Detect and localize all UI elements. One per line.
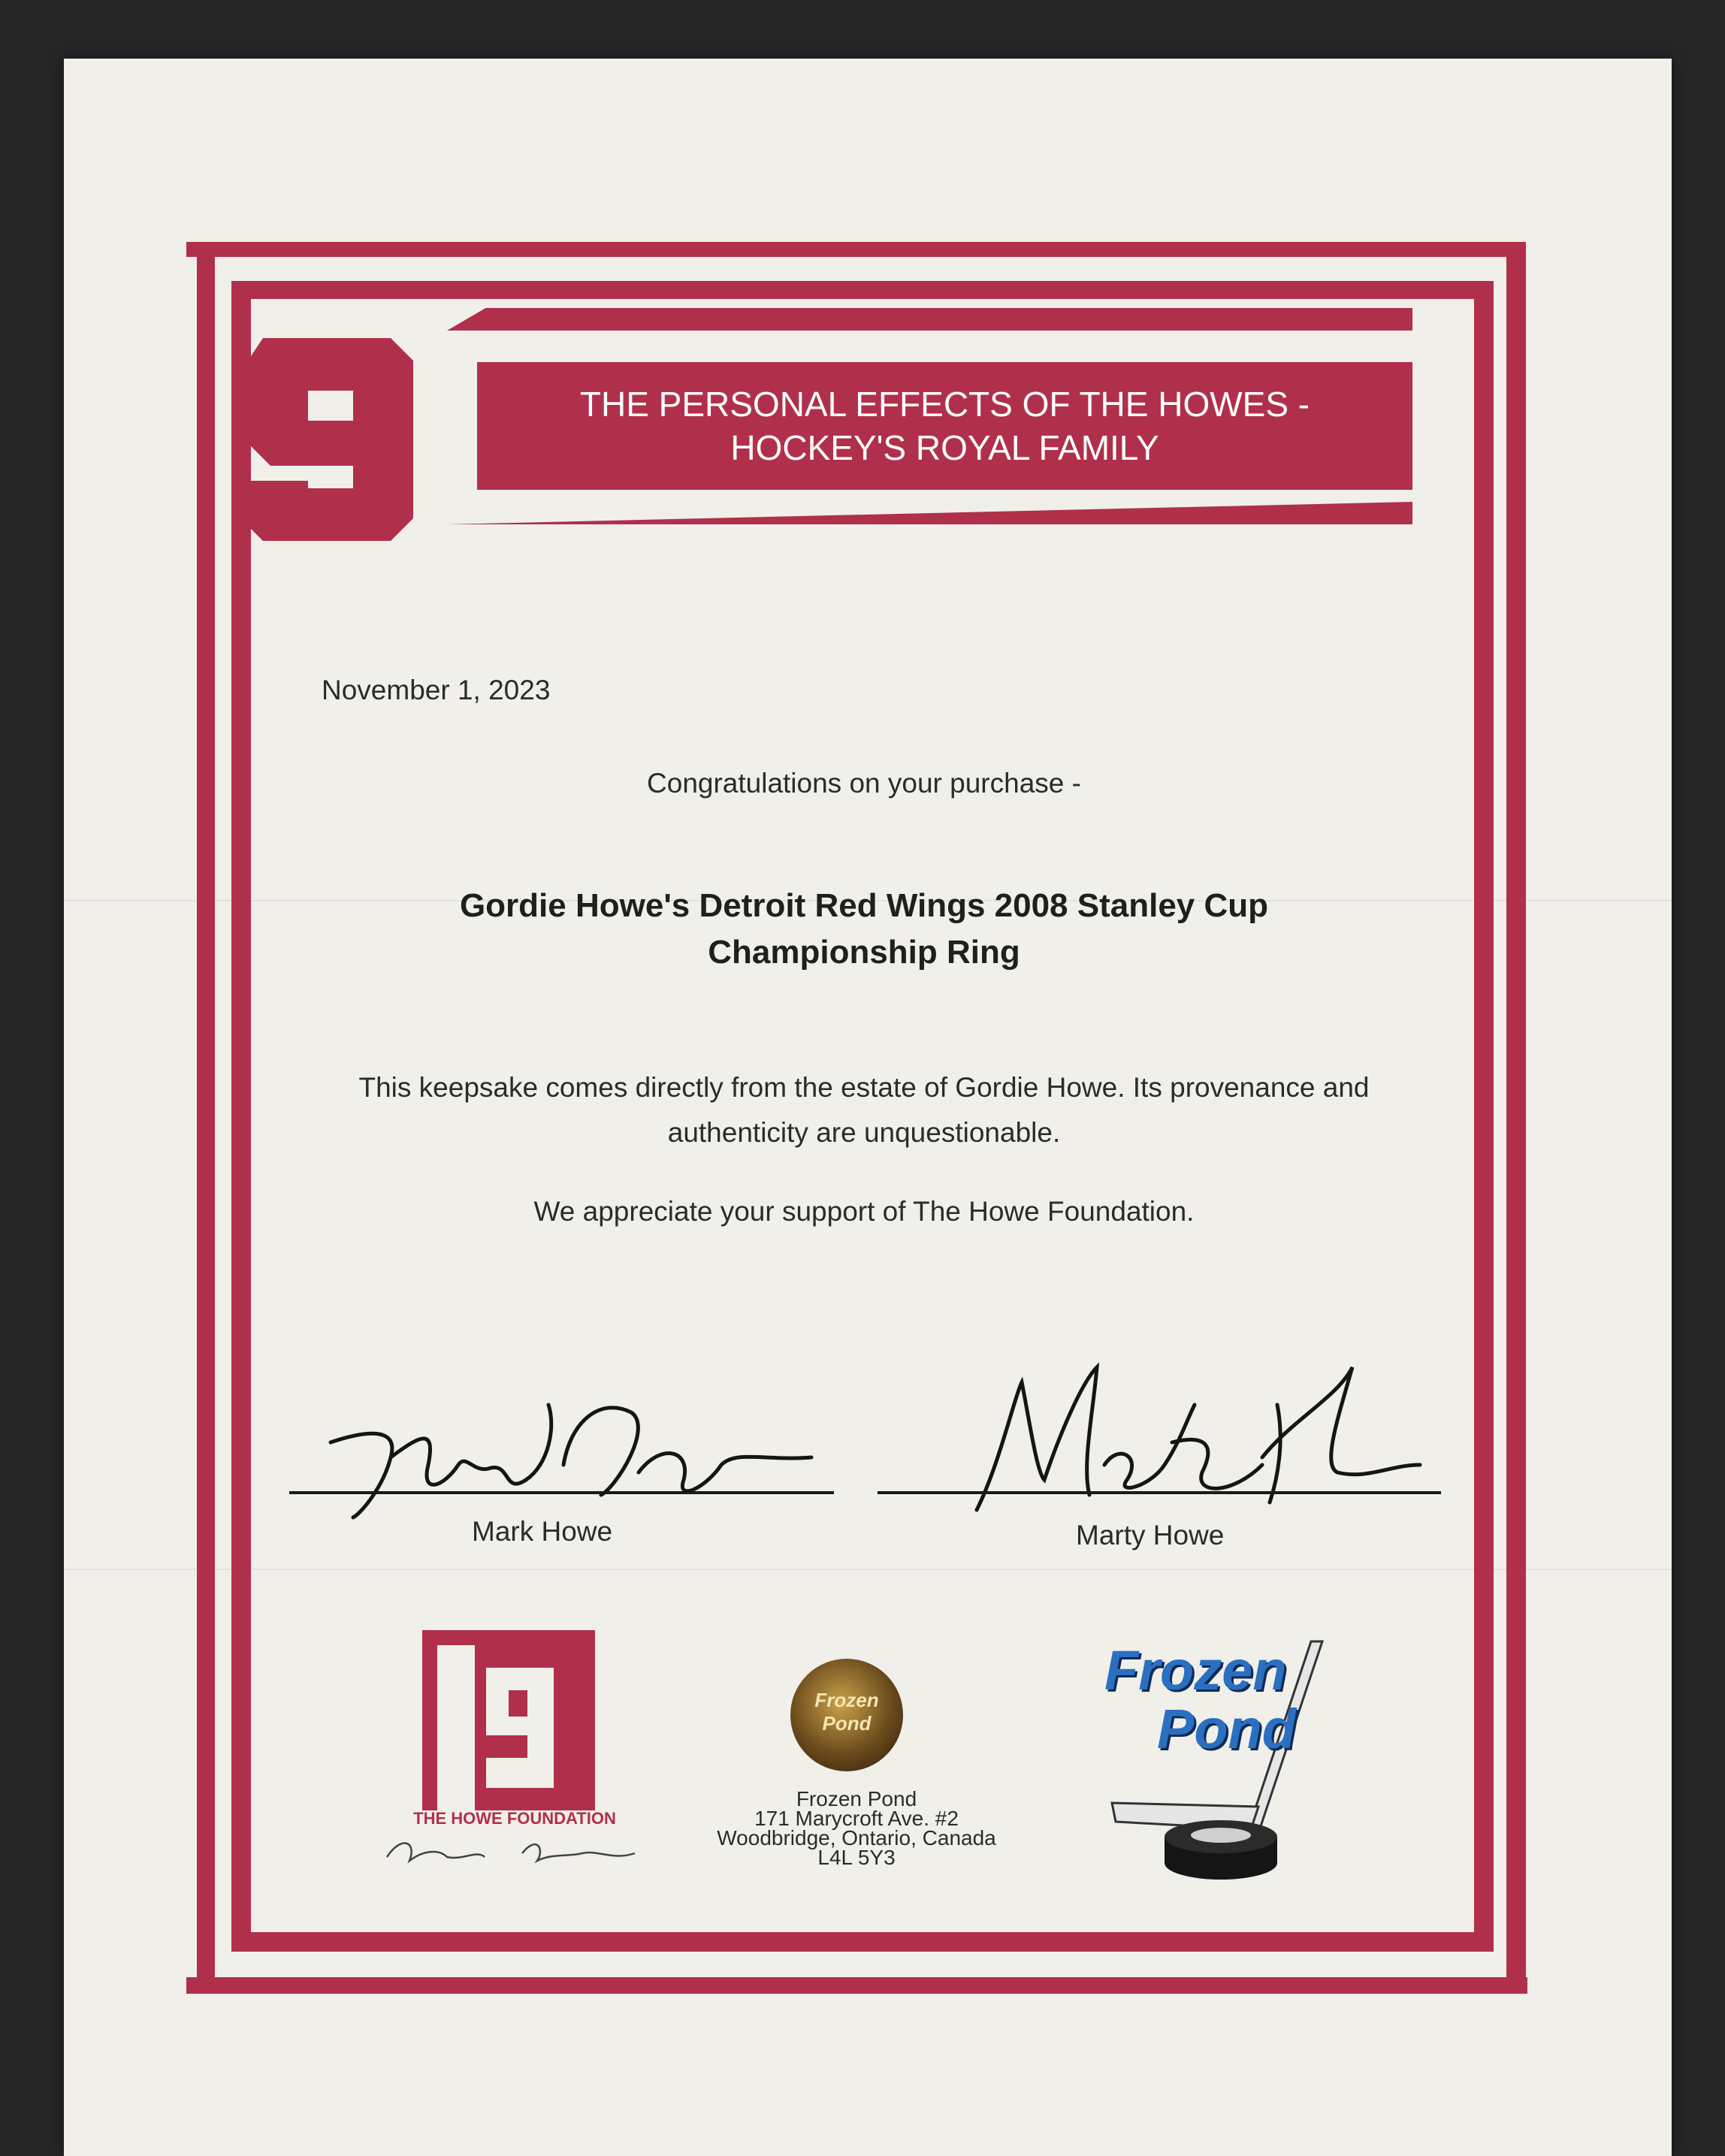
marty-howe-signature [947, 1352, 1427, 1525]
provenance-statement [285, 1065, 1443, 1155]
howe-foundation-caption: THE HOWE FOUNDATION [413, 1809, 616, 1828]
paper-fold [64, 1569, 1672, 1570]
letter-date: November 1, 2023 [322, 675, 551, 705]
howe-foundation-logo [422, 1630, 595, 1825]
banner-title-line-2: HOCKEY'S ROYAL FAMILY [730, 428, 1159, 467]
howe-foundation-signatures [379, 1827, 642, 1872]
signature-line-left [289, 1491, 834, 1494]
frozen-pond-coin-text: Frozen Pond [814, 1689, 879, 1735]
border-inner-top [231, 281, 1494, 299]
item-title-line-2: Championship Ring [708, 934, 1020, 971]
border-outer-bottom [186, 1977, 1527, 1994]
item-title [301, 883, 1427, 976]
frozen-pond-wordmark [1104, 1641, 1307, 1759]
border-inner-right [1474, 281, 1494, 1952]
border-outer-right [1506, 242, 1526, 1992]
address-postal: L4L 5Y3 [817, 1846, 896, 1869]
signatory-name-right: Marty Howe [1076, 1520, 1225, 1551]
appreciation-line: We appreciate your support of The Howe Foundation. [533, 1196, 1195, 1227]
provenance-line-2: authenticity are unquestionable. [667, 1117, 1061, 1148]
provenance-line-1: This keepsake comes directly from the estate of Gordie Howe. Its provenance and [358, 1072, 1370, 1103]
header-banner [477, 362, 1412, 490]
border-inner-bottom [231, 1932, 1494, 1952]
greeting: Congratulations on your purchase - [647, 768, 1081, 799]
banner-title-line-1: THE PERSONAL EFFECTS OF THE HOWES - [579, 385, 1310, 424]
address-street: 171 Marycroft Ave. #2 [754, 1807, 959, 1830]
signatory-name-left: Mark Howe [472, 1516, 613, 1547]
frozen-pond-address [654, 1789, 1059, 1868]
frozen-pond-word-2: Pond [1157, 1698, 1296, 1760]
signature-line-right [878, 1491, 1441, 1494]
border-outer-left [197, 242, 215, 1992]
frozen-pond-word-1: Frozen [1104, 1639, 1287, 1702]
mark-howe-signature [316, 1375, 826, 1525]
item-title-line-1: Gordie Howe's Detroit Red Wings 2008 Stanley Cup [459, 887, 1269, 924]
address-city: Woodbridge, Ontario, Canada [717, 1826, 996, 1850]
border-outer-top [186, 242, 1524, 257]
address-name: Frozen Pond [796, 1787, 917, 1810]
number-nine-emblem [240, 331, 443, 548]
header-strip-top [447, 308, 1412, 331]
